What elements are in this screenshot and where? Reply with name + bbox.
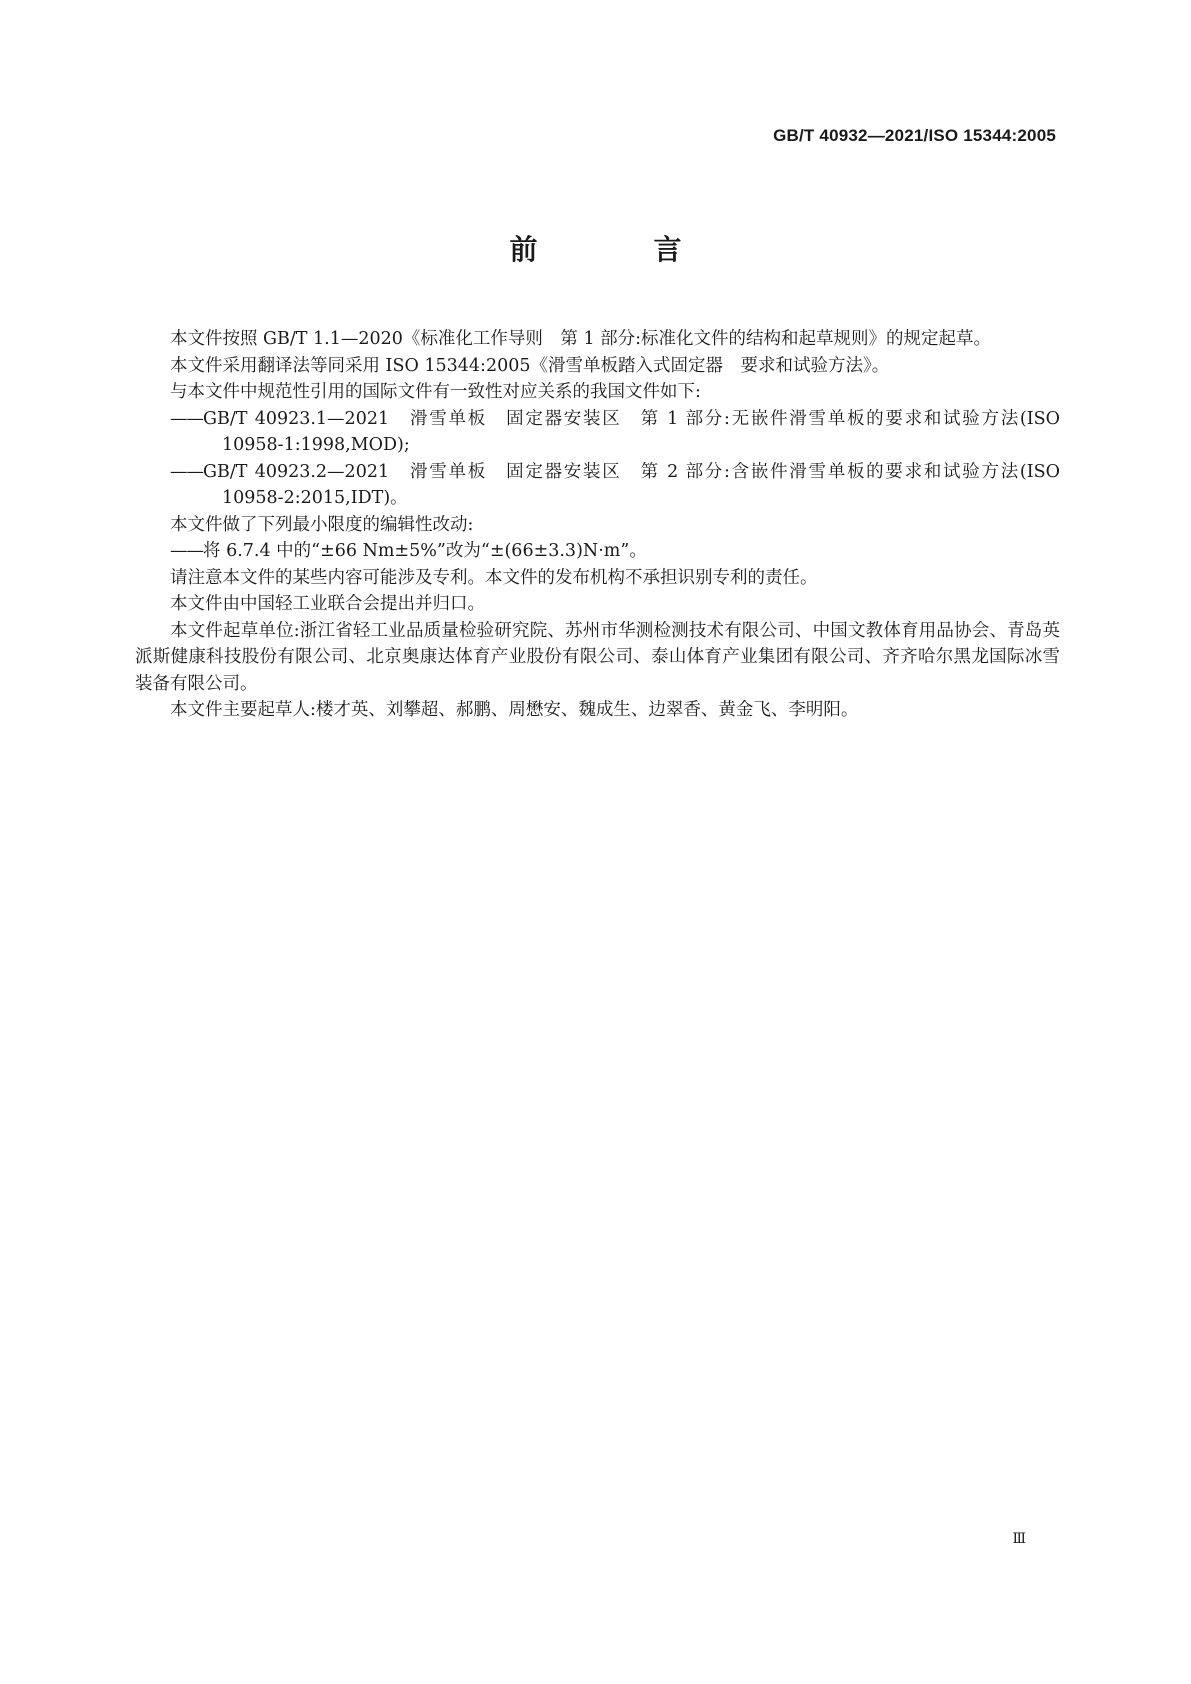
paragraph-drafters: 本文件主要起草人:楼才英、刘攀超、郝鹏、周懋安、魏成生、边翠香、黄金飞、李明阳。 xyxy=(170,700,859,720)
list-item xyxy=(135,459,1060,512)
standard-code: GB/T 40932—2021/ISO 15344:2005 xyxy=(773,126,1056,145)
paragraph-proposer: 本文件由中国轻工业联合会提出并归口。 xyxy=(170,594,485,614)
page-number: Ⅲ xyxy=(1012,1531,1026,1547)
dash-marker: —— xyxy=(170,541,203,561)
list-item xyxy=(135,406,1060,459)
paragraph-drafting-basis: 本文件按照 GB/T 1.1—2020《标准化工作导则 第 1 部分:标准化文件的结构和起草规则》的规定起草。 xyxy=(170,329,992,349)
list-item-text: 将 6.7.4 中的“±66 Nm±5%”改为“±(66±3.3)N·m”。 xyxy=(203,541,647,561)
paragraph-correspondence: 与本文件中规范性引用的国际文件有一致性对应关系的我国文件如下: xyxy=(170,382,701,402)
page-title: 前 言 xyxy=(509,233,726,266)
list-item-text: GB/T 40923.2—2021 滑雪单板 固定器安装区 第 2 部分:含嵌件滑雪单板的要求和试验方法(ISO 10958-2:2015,IDT)。 xyxy=(203,461,1060,508)
document-body xyxy=(135,326,1060,724)
paragraph-editorial-changes: 本文件做了下列最小限度的编辑性改动: xyxy=(170,514,474,535)
dash-marker: —— xyxy=(170,461,203,482)
paragraph-drafting-units: 本文件起草单位:浙江省轻工业品质量检验研究院、苏州市华测检测技术有限公司、中国文教体育用品协会、青岛英派斯健康科技股份有限公司、北京奥康达体育产业股份有限公司、泰山体育产业集团有限公司、齐齐哈尔黑龙国际冰雪装备有限公司。 xyxy=(135,620,1060,694)
dash-marker: —— xyxy=(170,408,203,429)
list-item xyxy=(135,538,1060,565)
list-item-text: GB/T 40923.1—2021 滑雪单板 固定器安装区 第 1 部分:无嵌件滑雪单板的要求和试验方法(ISO 10958-1:1998,MOD); xyxy=(203,408,1060,455)
paragraph-adoption: 本文件采用翻译法等同采用 ISO 15344:2005《滑雪单板踏入式固定器 要求和试验方法》。 xyxy=(170,355,890,376)
paragraph-patent-notice: 请注意本文件的某些内容可能涉及专利。本文件的发布机构不承担识别专利的责任。 xyxy=(170,567,818,588)
